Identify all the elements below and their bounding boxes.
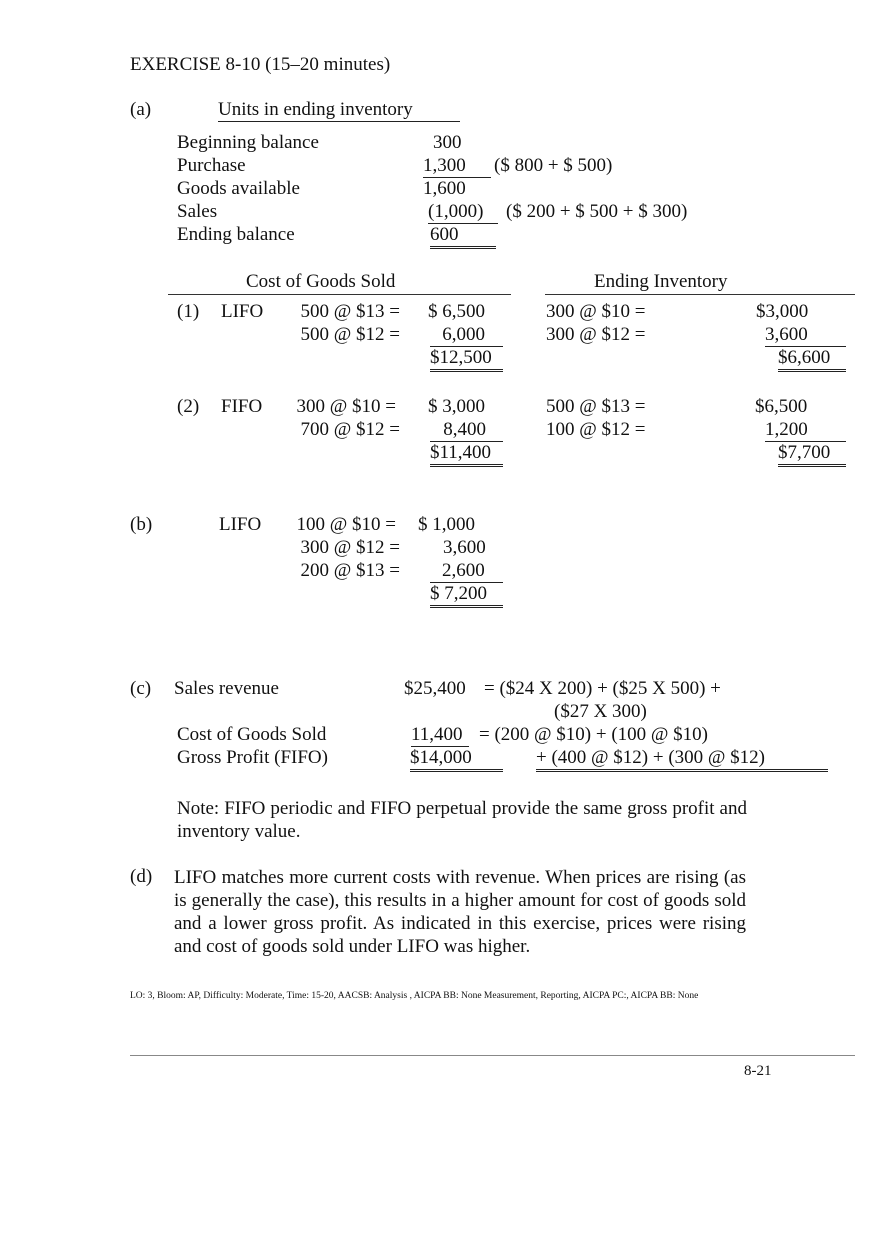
lifo-cogs-amt-2-text: 6,000 bbox=[442, 324, 485, 345]
lifo-ei-calc-2: 300 @ $12 = bbox=[546, 324, 646, 345]
exercise-title: EXERCISE 8-10 (15–20 minutes) bbox=[130, 54, 391, 75]
part-b-amt-3 bbox=[430, 560, 503, 583]
units-note-purchase: ($ 800 + $ 500) bbox=[494, 155, 613, 176]
part-b-total: $ 7,200 bbox=[430, 583, 503, 608]
part-a-label: (a) bbox=[130, 99, 152, 120]
part-b-method: LIFO bbox=[219, 514, 262, 535]
cogs-header-rule bbox=[168, 294, 511, 295]
fifo-cogs-calc-2: 700 @ $12 = bbox=[300, 419, 400, 440]
fifo-cogs-calc-1: 300 @ $10 = bbox=[296, 396, 396, 417]
ending-inventory-header: Ending Inventory bbox=[594, 271, 728, 292]
lifo-cogs-calc-1: 500 @ $13 = bbox=[300, 301, 400, 322]
units-value-sales bbox=[428, 201, 498, 224]
cogs-label: Cost of Goods Sold bbox=[177, 724, 327, 745]
units-label-sales: Sales bbox=[177, 201, 218, 222]
fifo-cogs-amt-1: $ 3,000 bbox=[428, 396, 485, 417]
sales-revenue-calc-1: = ($24 X 200) + ($25 X 500) + bbox=[484, 678, 721, 699]
part-d-label: (d) bbox=[130, 866, 153, 887]
lifo-ei-calc-1: 300 @ $10 = bbox=[546, 301, 646, 322]
part-b-calc-1: 100 @ $10 = bbox=[296, 514, 396, 535]
part-b-calc-2: 300 @ $12 = bbox=[300, 537, 400, 558]
part-c-label: (c) bbox=[130, 678, 152, 699]
fifo-ei-total: $7,700 bbox=[778, 442, 846, 467]
ei-header-rule bbox=[545, 294, 855, 295]
lifo-method: LIFO bbox=[221, 301, 264, 322]
units-label-purchase: Purchase bbox=[177, 155, 246, 176]
units-heading-text: Units in ending inventory bbox=[218, 99, 460, 122]
units-label-beginning: Beginning balance bbox=[177, 132, 319, 153]
cogs-calc-1: = (200 @ $10) + (100 @ $10) bbox=[479, 724, 708, 745]
sales-revenue-amount: $25,400 bbox=[404, 678, 466, 699]
lifo-cogs-calc-2: 500 @ $12 = bbox=[300, 324, 400, 345]
cogs-amount: 11,400 bbox=[411, 724, 469, 747]
lifo-ei-amt-1: $3,000 bbox=[756, 301, 809, 322]
gross-profit-amount: $14,000 bbox=[410, 747, 503, 772]
fifo-ei-amt-2: 1,200 bbox=[765, 419, 846, 442]
lifo-ei-amt-2: 3,600 bbox=[765, 324, 846, 347]
fifo-cogs-total: $11,400 bbox=[430, 442, 503, 467]
fifo-cogs-amt-2-text: 8,400 bbox=[443, 419, 486, 440]
fifo-ei-amt-1: $6,500 bbox=[755, 396, 808, 417]
sales-revenue-label: Sales revenue bbox=[174, 678, 279, 699]
fifo-cogs-amt-2 bbox=[430, 419, 503, 442]
part-b-calc-3: 200 @ $13 = bbox=[300, 560, 400, 581]
units-label-available: Goods available bbox=[177, 178, 300, 199]
part-c-note: Note: FIFO periodic and FIFO perpetual provide the same gross profit and inventory value. bbox=[177, 798, 747, 842]
units-value-purchase-text: 1,300 bbox=[423, 155, 491, 178]
lifo-cogs-amt-1: $ 6,500 bbox=[428, 301, 485, 322]
part-b-amt-3-text: 2,600 bbox=[442, 560, 485, 581]
units-heading bbox=[218, 99, 460, 122]
part-b-amt-2: 3,600 bbox=[443, 537, 486, 558]
fifo-method: FIFO bbox=[221, 396, 263, 417]
cogs-calc-2: + (400 @ $12) + (300 @ $12) bbox=[536, 747, 828, 772]
fifo-ei-calc-2: 100 @ $12 = bbox=[546, 419, 646, 440]
units-value-beginning: 300 bbox=[433, 132, 462, 153]
footer-rule bbox=[130, 1055, 855, 1056]
units-label-ending: Ending balance bbox=[177, 224, 295, 245]
units-note-sales: ($ 200 + $ 500 + $ 300) bbox=[506, 201, 688, 222]
part-b-amt-1: $ 1,000 bbox=[418, 514, 475, 535]
lifo-ei-total: $6,600 bbox=[778, 347, 846, 372]
cogs-header: Cost of Goods Sold bbox=[246, 271, 396, 292]
units-value-sales-text: (1,000) bbox=[428, 201, 498, 224]
units-value-ending bbox=[430, 224, 496, 249]
units-value-purchase bbox=[423, 155, 491, 178]
fifo-ei-calc-1: 500 @ $13 = bbox=[546, 396, 646, 417]
page-number: 8-21 bbox=[744, 1063, 772, 1079]
fifo-number: (2) bbox=[177, 396, 200, 417]
learning-objective-meta: LO: 3, Bloom: AP, Difficulty: Moderate, Time: 15-20, AACSB: Analysis , AICPA BB: None Measurement, Reporting, AICPA PC:, AICPA BB: None bbox=[130, 991, 699, 1001]
units-value-ending-text: 600 bbox=[430, 224, 496, 249]
gross-profit-label: Gross Profit (FIFO) bbox=[177, 747, 328, 768]
sales-revenue-calc-2: ($27 X 300) bbox=[554, 701, 647, 722]
part-b-label: (b) bbox=[130, 514, 153, 535]
lifo-number: (1) bbox=[177, 301, 200, 322]
part-d-text: LIFO matches more current costs with revenue. When prices are rising (as is generally the case), this results in a higher amount for cost of goods sold and a lower gross profit. As indicated in this exercise, prices were rising and cost of goods sold under LIFO was higher. bbox=[174, 867, 746, 957]
lifo-cogs-amt-2 bbox=[430, 324, 503, 347]
lifo-cogs-total: $12,500 bbox=[430, 347, 503, 372]
units-value-available: 1,600 bbox=[423, 178, 466, 199]
